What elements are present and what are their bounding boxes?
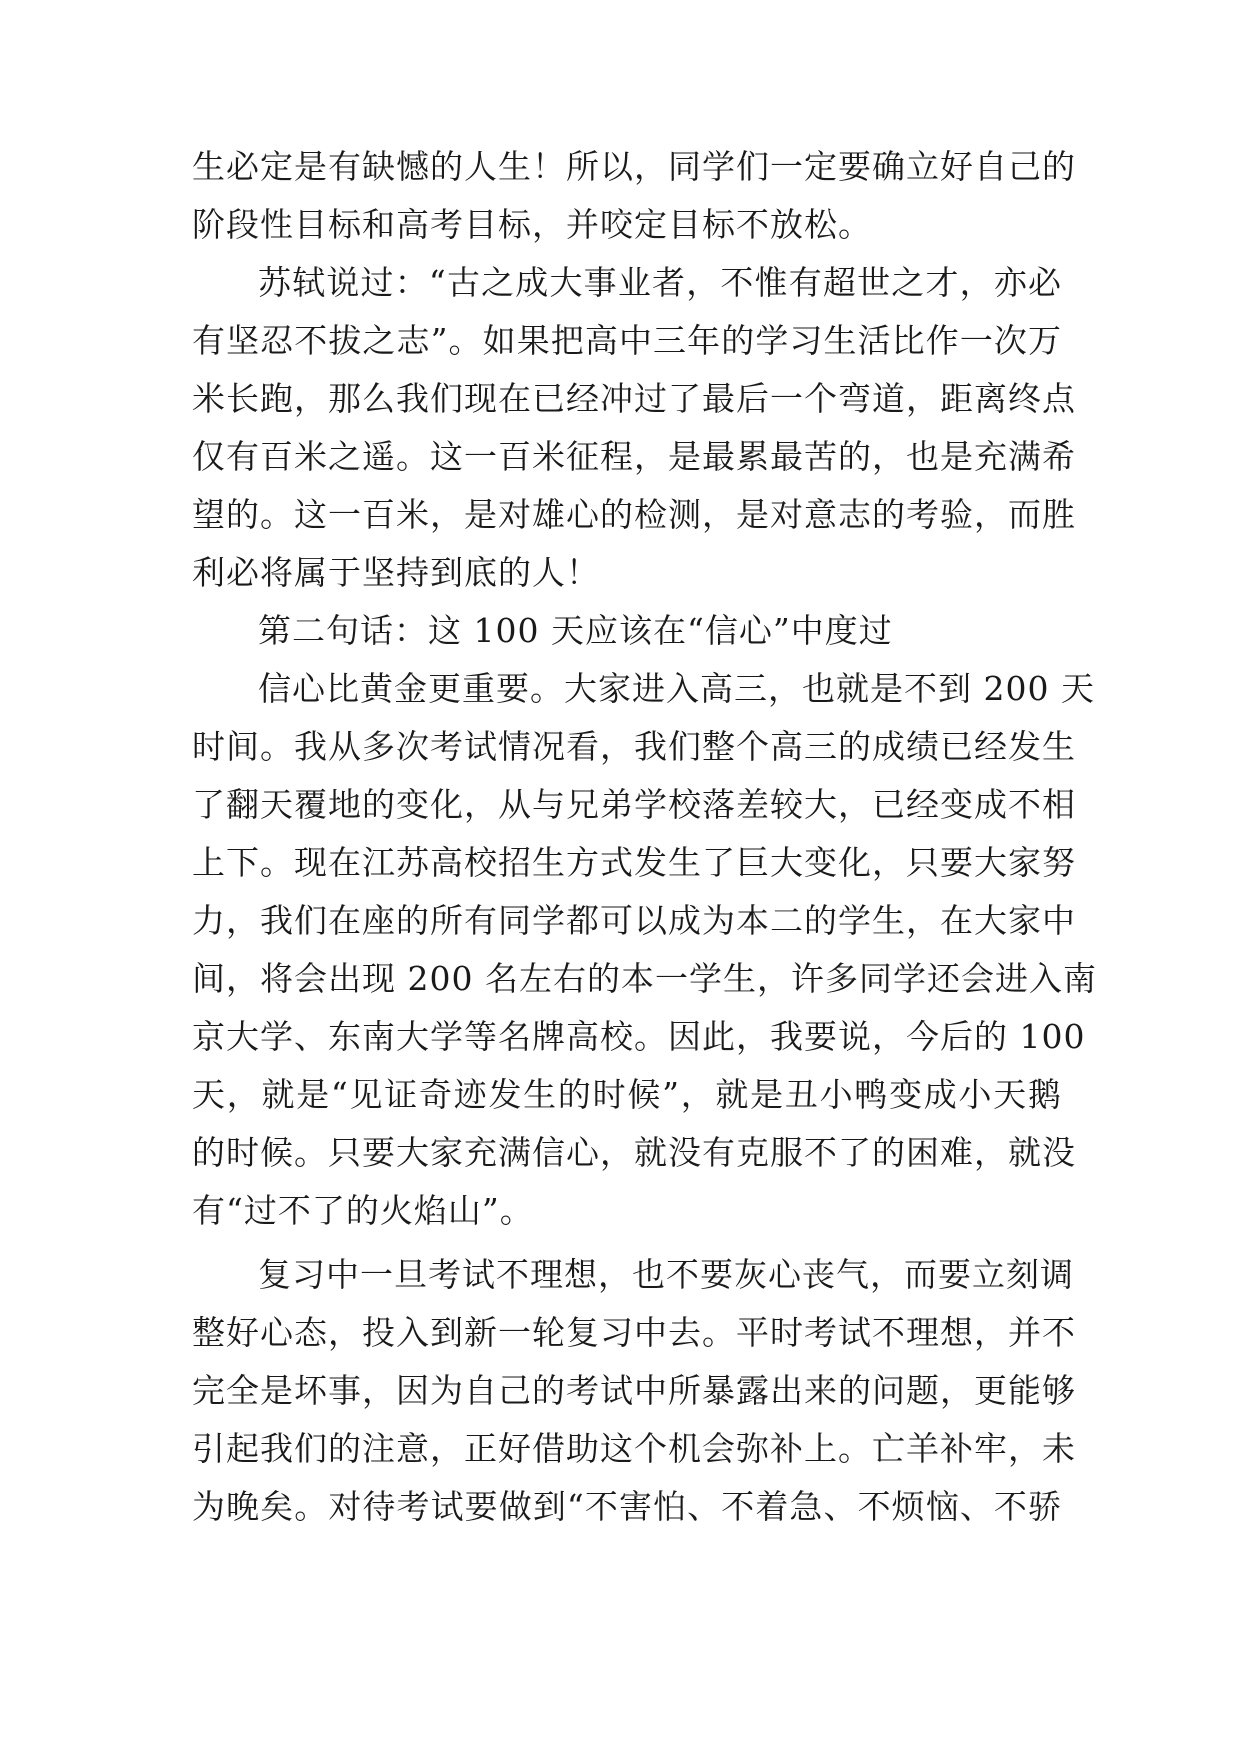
- text-line: 米长跑，那么我们现在已经冲过了最后一个弯道，距离终点: [192, 379, 1076, 418]
- text-line: 苏轼说过：“古之成大事业者，不惟有超世之才，亦必: [258, 263, 1062, 302]
- text-line: 阶段性目标和高考目标，并咬定目标不放松。: [192, 205, 872, 244]
- text-line: 有坚忍不拔之志”。如果把高中三年的学习生活比作一次万: [192, 321, 1062, 360]
- text-line: 第二句话：这 100 天应该在“信心”中度过: [258, 611, 893, 650]
- text-line: 时间。我从多次考试情况看，我们整个高三的成绩已经发生: [192, 727, 1076, 766]
- text-line: 利必将属于坚持到底的人！: [192, 553, 600, 592]
- text-line: 引起我们的注意，正好借助这个机会弥补上。亡羊补牢，未: [192, 1429, 1076, 1468]
- text-line: 有“过不了的火焰山”。: [192, 1191, 534, 1230]
- text-line: 信心比黄金更重要。大家进入高三，也就是不到 200 天: [258, 669, 1095, 708]
- text-line: 了翻天覆地的变化，从与兄弟学校落差较大，已经变成不相: [192, 785, 1076, 824]
- text-line: 力，我们在座的所有同学都可以成为本二的学生，在大家中: [192, 901, 1076, 940]
- text-line: 上下。现在江苏高校招生方式发生了巨大变化，只要大家努: [192, 843, 1076, 882]
- text-line: 仅有百米之遥。这一百米征程，是最累最苦的，也是充满希: [192, 437, 1076, 476]
- text-line: 完全是坏事，因为自己的考试中所暴露出来的问题，更能够: [192, 1371, 1076, 1410]
- text-line: 天，就是“见证奇迹发生的时候”，就是丑小鸭变成小天鹅: [192, 1075, 1062, 1114]
- text-line: 生必定是有缺憾的人生！所以，同学们一定要确立好自己的: [192, 147, 1076, 186]
- text-line: 的时候。只要大家充满信心，就没有克服不了的困难，就没: [192, 1133, 1076, 1172]
- text-line: 间，将会出现 200 名左右的本一学生，许多同学还会进入南: [192, 959, 1097, 998]
- text-line: 整好心态，投入到新一轮复习中去。平时考试不理想，并不: [192, 1313, 1076, 1352]
- text-line: 复习中一旦考试不理想，也不要灰心丧气，而要立刻调: [258, 1255, 1074, 1294]
- text-line: 望的。这一百米，是对雄心的检测，是对意志的考验，而胜: [192, 495, 1076, 534]
- text-line: 京大学、东南大学等名牌高校。因此，我要说，今后的 100: [192, 1017, 1086, 1056]
- text-line: 为晚矣。对待考试要做到“不害怕、不着急、不烦恼、不骄: [192, 1487, 1062, 1526]
